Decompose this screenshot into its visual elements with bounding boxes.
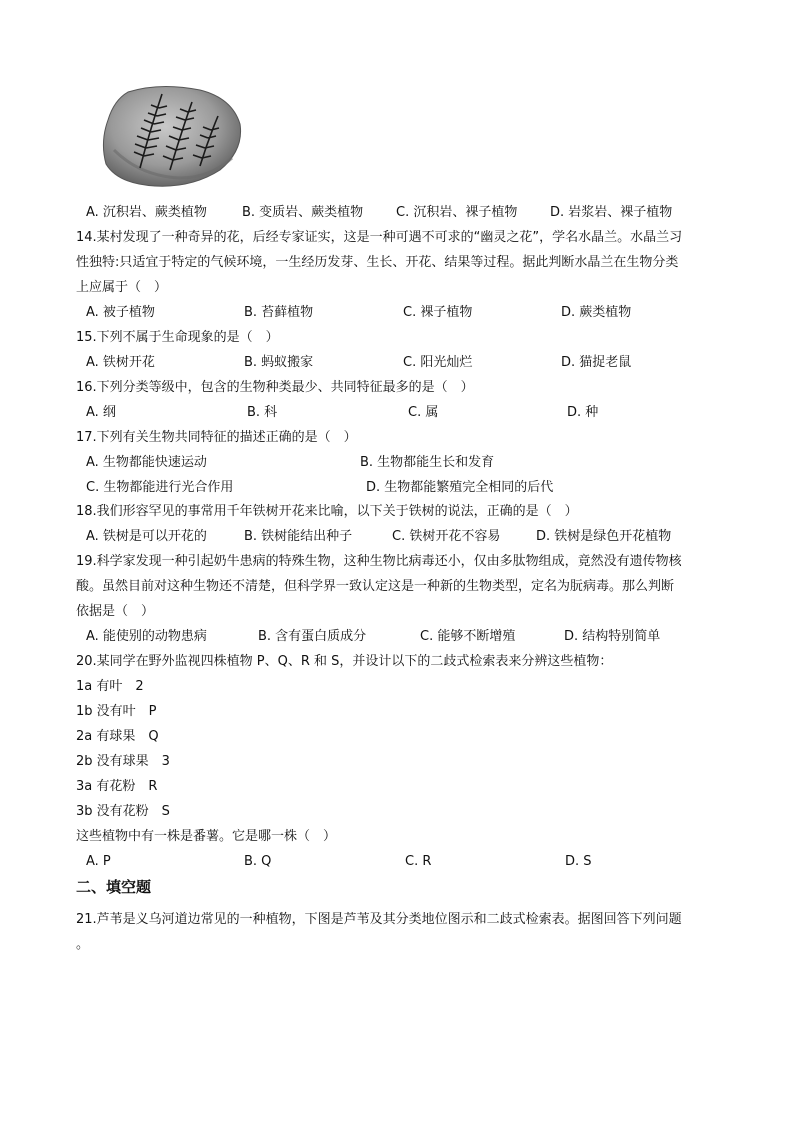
q16-stem: 16.下列分类等级中，包含的生物种类最少、共同特征最多的是（ ）	[76, 380, 474, 395]
q19-option-b: B. 含有蛋白质成分	[258, 629, 367, 644]
q19-stem-line-1: 19.科学家发现一种引起奶牛患病的特殊生物，这种生物比病毒还小，仅由多肽物组成，竟然没有遗传物核	[76, 554, 682, 569]
q18-option-a: A. 铁树是可以开花的	[86, 529, 207, 544]
q20-options	[86, 853, 726, 871]
q15-option-d: D. 猫捉老鼠	[561, 355, 632, 370]
q16-options	[86, 404, 726, 422]
q19-stem-line-2: 酸。虽然目前对这种生物还不清楚，但科学界一致认定这是一种新的生物类型，定名为朊病毒。那么判断	[76, 579, 675, 594]
q15-option-c: C. 阳光灿烂	[403, 355, 473, 370]
q17-options-row-2	[86, 479, 726, 497]
q17-option-c: C. 生物都能进行光合作用	[86, 480, 234, 495]
q20-key-2b: 2b 没有球果 3	[76, 754, 170, 769]
q16-option-a: A. 纲	[86, 405, 116, 420]
q19-options	[86, 628, 726, 646]
q18-option-d: D. 铁树是绿色开花植物	[536, 529, 672, 544]
q19-stem-line-3: 依据是（ ）	[76, 604, 155, 619]
q14-option-a: A. 被子植物	[86, 305, 155, 320]
q21-stem-line-2: 。	[76, 937, 90, 952]
q20-option-b: B. Q	[244, 854, 272, 869]
q13-option-b: B. 变质岩、蕨类植物	[242, 205, 364, 220]
q17-option-b: B. 生物都能生长和发育	[360, 455, 495, 470]
q20-option-d: D. S	[565, 854, 592, 869]
q16-option-b: B. 科	[247, 405, 278, 420]
q20-key-3a: 3a 有花粉 R	[76, 779, 158, 794]
q18-option-c: C. 铁树开花不容易	[392, 529, 501, 544]
q16-option-c: C. 属	[408, 405, 439, 420]
q20-key-2a: 2a 有球果 Q	[76, 729, 159, 744]
q18-stem: 18.我们形容罕见的事常用千年铁树开花来比喻，以下关于铁树的说法，正确的是（ ）	[76, 504, 578, 519]
q16-option-d: D. 种	[567, 405, 599, 420]
q19-option-a: A. 能使别的动物患病	[86, 629, 207, 644]
q21-stem-line-1: 21.芦苇是义乌河道边常见的一种植物，下图是芦苇及其分类地位图示和二歧式检索表。据图回答下列问题	[76, 912, 682, 927]
q17-stem: 17.下列有关生物共同特征的描述正确的是（ ）	[76, 430, 357, 445]
q14-stem-line-2: 性独特:只适宜于特定的气候环境，一生经历发芽、生长、开花、结果等过程。据此判断水晶兰在生物分类	[76, 255, 679, 270]
q19-option-c: C. 能够不断增殖	[420, 629, 516, 644]
q15-option-a: A. 铁树开花	[86, 355, 155, 370]
q19-option-d: D. 结构特别简单	[564, 629, 661, 644]
q20-option-a: A. P	[86, 854, 111, 869]
q14-stem-line-3: 上应属于（ ）	[76, 280, 168, 295]
q13-option-d: D. 岩浆岩、裸子植物	[550, 205, 673, 220]
q20-key-1b: 1b 没有叶 P	[76, 704, 157, 719]
q15-option-b: B. 蚂蚁搬家	[244, 355, 314, 370]
q14-option-b: B. 苔藓植物	[244, 305, 314, 320]
q20-key-1a: 1a 有叶 2	[76, 679, 144, 694]
fern-fossil-image	[100, 80, 245, 192]
q17-options-row-1	[86, 454, 726, 472]
q20-question: 这些植物中有一株是番薯。它是哪一株（ ）	[76, 829, 337, 844]
q17-option-a: A. 生物都能快速运动	[86, 455, 207, 470]
q17-option-d: D. 生物都能繁殖完全相同的后代	[366, 480, 554, 495]
q15-stem: 15.下列不属于生命现象的是（ ）	[76, 330, 279, 345]
q13-option-c: C. 沉积岩、裸子植物	[396, 205, 518, 220]
q20-option-c: C. R	[405, 854, 432, 869]
q18-option-b: B. 铁树能结出种子	[244, 529, 353, 544]
q15-options	[86, 354, 726, 372]
q14-options	[86, 304, 726, 322]
q14-option-d: D. 蕨类植物	[561, 305, 632, 320]
q20-stem: 20.某同学在野外监视四株植物 P、Q、R 和 S，并设计以下的二歧式检索表来分辨这些植物：	[76, 654, 613, 669]
q13-options	[86, 204, 726, 222]
q14-option-c: C. 裸子植物	[403, 305, 473, 320]
q18-options	[86, 528, 726, 546]
q20-key-3b: 3b 没有花粉 S	[76, 804, 170, 819]
section-heading-fill-in: 二、填空题	[76, 878, 152, 896]
q13-option-a: A. 沉积岩、蕨类植物	[86, 205, 207, 220]
q14-stem-line-1: 14.某村发现了一种奇异的花，后经专家证实，这是一种可遇不可求的“幽灵之花”，学名水晶兰。水晶兰习	[76, 230, 683, 245]
